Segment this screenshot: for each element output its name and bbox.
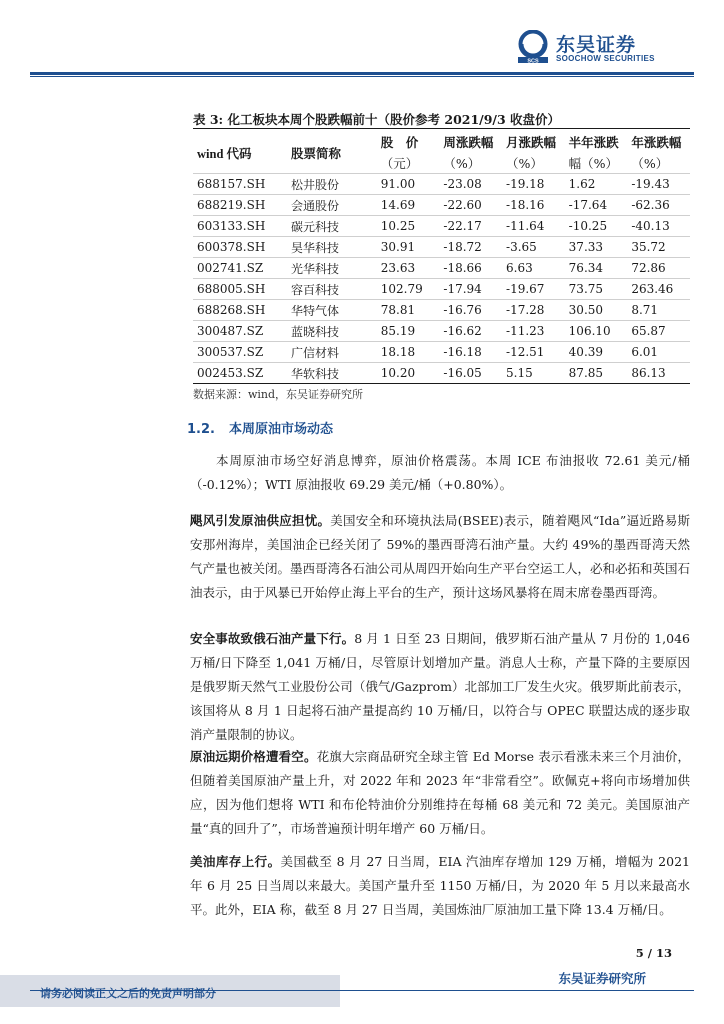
paragraph-hurricane	[190, 509, 690, 605]
cell-price: 10.20	[377, 363, 440, 384]
cell-name: 松井股份	[287, 174, 377, 195]
svg-text:SCS: SCS	[527, 58, 539, 64]
paragraph-forward-prices	[190, 745, 690, 841]
table-source: 数据来源：wind，东吴证券研究所	[193, 388, 364, 401]
page-number: 5 / 13	[635, 946, 672, 960]
cell-name: 昊华科技	[287, 237, 377, 258]
cell-year: 263.46	[627, 279, 690, 300]
cell-month: -19.18	[502, 174, 565, 195]
header-week: 周涨跌幅	[439, 129, 502, 154]
cell-name: 光华科技	[287, 258, 377, 279]
cell-price: 91.00	[377, 174, 440, 195]
paragraph-us-inventory	[190, 850, 690, 922]
table-row	[193, 174, 690, 195]
table-title: 表 3: 化工板块本周个股跌幅前十（股价参考 2021/9/3 收盘价）	[193, 112, 561, 127]
header-price-unit: （元）	[380, 156, 419, 171]
header-name: 股票简称	[287, 129, 377, 174]
paragraph-market-summary	[190, 449, 690, 497]
cell-year: 65.87	[627, 321, 690, 342]
cell-half-year: 73.75	[565, 279, 628, 300]
cell-name: 容百科技	[287, 279, 377, 300]
cell-code: 002453.SZ	[193, 363, 287, 384]
table-row	[193, 258, 690, 279]
cell-half-year: 1.62	[565, 174, 628, 195]
cell-name: 华特气体	[287, 300, 377, 321]
paragraph-text: 美国截至 8 月 27 日当周，EIA 汽油库存增加 129 万桶，增幅为 2021 年 6 月 25 日当周以来最大。美国产量升至 1150 万桶/日，为 2020 年 5 月以来最高水平。此外，EIA 称，截至 8 月 27 日当周，美国炼油厂原油加工量下降 13.4 万桶/日。	[190, 854, 690, 917]
cell-price: 85.19	[377, 321, 440, 342]
table-row	[193, 237, 690, 258]
cell-year: 35.72	[627, 237, 690, 258]
header-month-unit: （%）	[506, 156, 543, 171]
cell-code: 300537.SZ	[193, 342, 287, 363]
paragraph-text: 花旗大宗商品研究全球主管 Ed Morse 表示看涨未来三个月油价，但随着美国原油产量上升，对 2022 年和 2023 年“非常看空”。欧佩克+将向市场增加供应，因为他们想将 WTI 和布伦特油价分别维持在每桶 68 美元和 72 美元。美国原油产量“真的回升了”，市场普遍预计明年增产 60 万桶/日。	[190, 749, 690, 836]
cell-code: 688005.SH	[193, 279, 287, 300]
cell-week: -18.66	[439, 258, 502, 279]
cell-code: 600378.SH	[193, 237, 287, 258]
cell-year: 72.86	[627, 258, 690, 279]
paragraph-text: 本周原油市场空好消息博弈，原油价格震荡。本周 ICE 布油报收 72.61 美元/桶（-0.12%）；WTI 原油报收 69.29 美元/桶（+0.80%）。	[190, 453, 690, 492]
section-number: 1.2.	[187, 422, 215, 437]
cell-year: 86.13	[627, 363, 690, 384]
cell-code: 688157.SH	[193, 174, 287, 195]
cell-name: 广信材料	[287, 342, 377, 363]
cell-code: 688219.SH	[193, 195, 287, 216]
cell-name: 会通股份	[287, 195, 377, 216]
table-row	[193, 300, 690, 321]
cell-code: 688268.SH	[193, 300, 287, 321]
cell-week: -22.17	[439, 216, 502, 237]
table-row	[193, 321, 690, 342]
header-divider	[30, 72, 694, 75]
table-row	[193, 279, 690, 300]
cell-name: 华软科技	[287, 363, 377, 384]
cell-half-year: 76.34	[565, 258, 628, 279]
table-row	[193, 342, 690, 363]
header-month: 月涨跌幅	[502, 129, 565, 154]
cell-price: 18.18	[377, 342, 440, 363]
cell-year: -62.36	[627, 195, 690, 216]
cell-year: -19.43	[627, 174, 690, 195]
soochow-logo-icon	[516, 30, 550, 64]
table-row	[193, 363, 690, 384]
cell-half-year: -10.25	[565, 216, 628, 237]
logo-chinese-name: 东吴证券	[556, 34, 637, 56]
footer-organization: 东吴证券研究所	[558, 971, 646, 986]
cell-price: 14.69	[377, 195, 440, 216]
cell-half-year: -17.64	[565, 195, 628, 216]
footer-disclaimer: 请务必阅读正文之后的免责声明部分	[40, 987, 216, 1000]
header-half-year: 半年涨跌	[565, 129, 628, 154]
cell-half-year: 87.85	[565, 363, 628, 384]
cell-price: 102.79	[377, 279, 440, 300]
table-header-row	[193, 129, 690, 154]
cell-month: -18.16	[502, 195, 565, 216]
cell-price: 10.25	[377, 216, 440, 237]
cell-price: 30.91	[377, 237, 440, 258]
cell-name: 碳元科技	[287, 216, 377, 237]
header-divider-thin	[30, 76, 694, 77]
paragraph-lead: 安全事故致俄石油产量下行。	[190, 631, 355, 646]
cell-code: 603133.SH	[193, 216, 287, 237]
paragraph-russia-output	[190, 627, 690, 747]
cell-month: 6.63	[502, 258, 565, 279]
cell-price: 78.81	[377, 300, 440, 321]
cell-week: -17.94	[439, 279, 502, 300]
cell-code: 002741.SZ	[193, 258, 287, 279]
header-price: 股 价	[377, 129, 440, 154]
header-week-unit: （%）	[443, 156, 481, 171]
cell-month: 5.15	[502, 363, 565, 384]
section-title	[187, 418, 333, 437]
cell-week: -16.05	[439, 363, 502, 384]
cell-month: -11.23	[502, 321, 565, 342]
table-row	[193, 216, 690, 237]
cell-week: -16.62	[439, 321, 502, 342]
cell-month: -17.28	[502, 300, 565, 321]
table-row	[193, 195, 690, 216]
section-title-text: 本周原油市场动态	[228, 422, 333, 437]
paragraph-text: 8 月 1 日至 23 日期间，俄罗斯石油产量从 7 月份的 1,046 万桶/日下降至 1,041 万桶/日，尽管原计划增加产量。消息人士称，产量下降的主要原因是俄罗斯天然气工业股份公司（俄气/Gazprom）北部加工厂发生火灾。俄罗斯此前表示，该国将从 8 月 1 日起将石油产量提高约 10 万桶/日，以符合与 OPEC 联盟达成的逐步取消产量限制的协议。	[190, 631, 690, 742]
cell-half-year: 40.39	[565, 342, 628, 363]
cell-month: -19.67	[502, 279, 565, 300]
cell-week: -16.76	[439, 300, 502, 321]
stock-decline-table	[193, 128, 690, 384]
header-year-unit: （%）	[631, 156, 669, 171]
cell-year: -40.13	[627, 216, 690, 237]
brand-logo	[516, 30, 706, 66]
paragraph-lead: 飓风引发原油供应担忧。	[190, 513, 331, 528]
cell-month: -3.65	[502, 237, 565, 258]
paragraph-lead: 美油库存上行。	[190, 854, 281, 869]
cell-half-year: 37.33	[565, 237, 628, 258]
cell-half-year: 30.50	[565, 300, 628, 321]
cell-week: -16.18	[439, 342, 502, 363]
cell-half-year: 106.10	[565, 321, 628, 342]
cell-month: -11.64	[502, 216, 565, 237]
cell-code: 300487.SZ	[193, 321, 287, 342]
cell-year: 6.01	[627, 342, 690, 363]
cell-name: 蓝晓科技	[287, 321, 377, 342]
logo-english-name: SOOCHOW SECURITIES	[556, 54, 655, 63]
cell-week: -22.60	[439, 195, 502, 216]
header-code: wind 代码	[193, 129, 287, 174]
cell-price: 23.63	[377, 258, 440, 279]
paragraph-text: 美国安全和环境执法局(BSEE)表示，随着飓风“Ida”逼近路易斯安那州海岸，美国油企已经关闭了 59%的墨西哥湾石油产量。大约 49%的墨西哥湾天然气产量也被关闭。墨西哥湾各石油公司从周四开始向生产平台空运工人，必和必拓和英国石油表示，由于风暴已开始停止海上平台的生产，预计这场风暴将在周末席卷墨西哥湾。	[190, 513, 691, 600]
header-half-year-unit: 幅（%）	[568, 156, 619, 171]
cell-week: -18.72	[439, 237, 502, 258]
header-year: 年涨跌幅	[627, 129, 690, 154]
cell-week: -23.08	[439, 174, 502, 195]
cell-year: 8.71	[627, 300, 690, 321]
cell-month: -12.51	[502, 342, 565, 363]
paragraph-lead: 原油远期价格遭看空。	[190, 749, 317, 764]
